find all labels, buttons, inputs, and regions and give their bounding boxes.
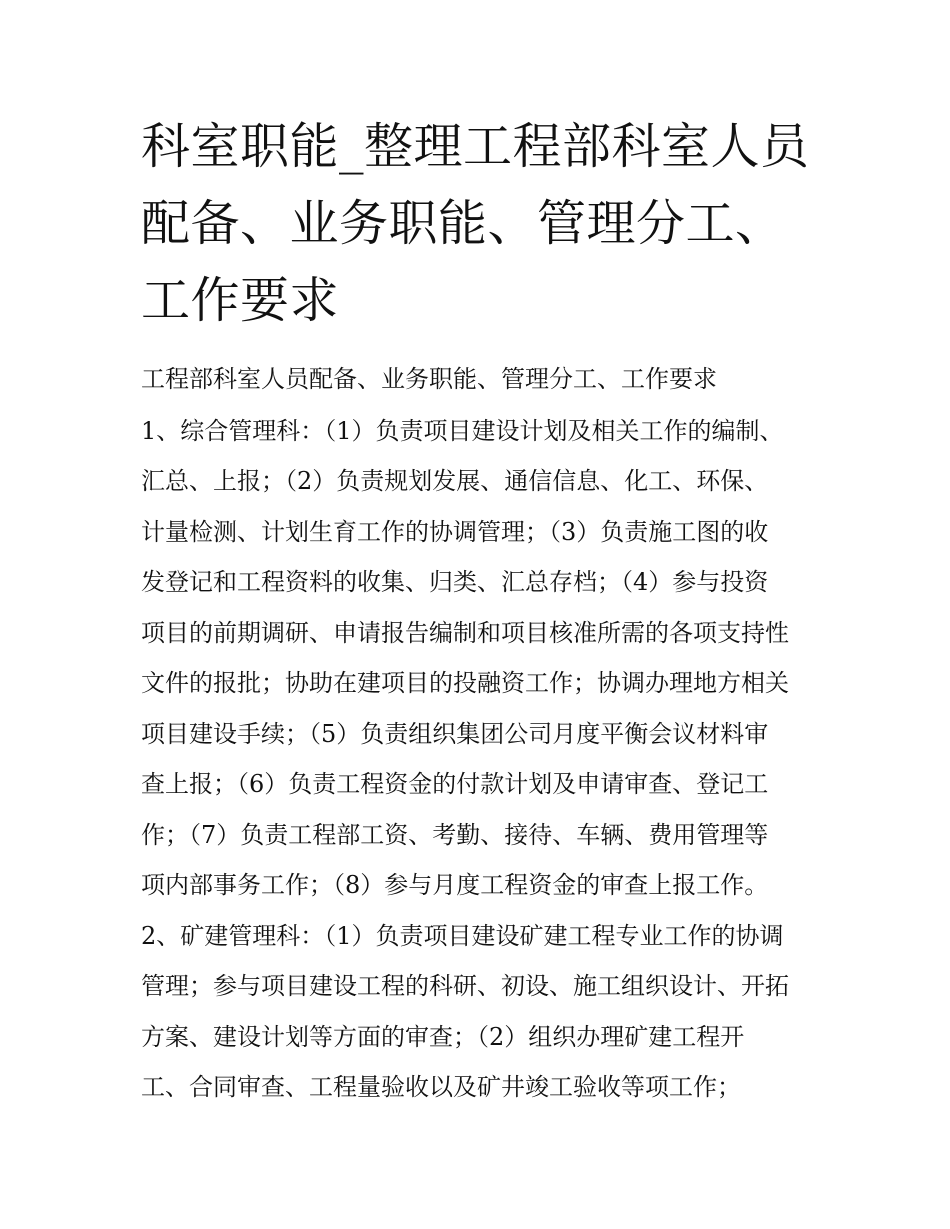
body-line: 方案、建设计划等方面的审查；（2）组织办理矿建工程开: [141, 1023, 745, 1051]
body-line: 项内部事务工作；（8）参与月度工程资金的审查上报工作。: [141, 871, 769, 899]
body-line: 管理；参与项目建设工程的科研、初设、施工组织设计、开拓: [141, 972, 789, 1000]
body-line: 文件的报批；协助在建项目的投融资工作；协调办理地方相关: [141, 669, 789, 697]
body-line: 2、矿建管理科：（1）负责项目建设矿建工程专业工作的协调: [141, 922, 784, 950]
body-line: 发登记和工程资料的收集、归类、汇总存档；（4）参与投资: [141, 568, 769, 596]
document-title-line-2: 配备、业务职能、管理分工、: [141, 195, 785, 252]
body-line: 1、综合管理科：（1）负责项目建设计划及相关工作的编制、: [141, 417, 784, 445]
body-line: 计量检测、计划生育工作的协调管理；（3）负责施工图的收: [141, 518, 769, 546]
body-line: 项目建设手续；（5）负责组织集团公司月度平衡会议材料审: [141, 720, 769, 748]
document-title-line-3: 工作要求: [141, 272, 340, 329]
body-line: 工、合同审查、工程量验收以及矿井竣工验收等项工作；: [141, 1073, 741, 1101]
body-line: 项目的前期调研、申请报告编制和项目核准所需的各项支持性: [141, 619, 789, 647]
document-title-line-1: 科室职能_整理工程部科室人员: [141, 118, 810, 175]
body-line: 查上报；（6）负责工程资金的付款计划及申请审查、登记工: [141, 770, 769, 798]
body-line: 工程部科室人员配备、业务职能、管理分工、工作要求: [141, 365, 717, 393]
body-line: 作；（7）负责工程部工资、考勤、接待、车辆、费用管理等: [141, 821, 769, 849]
body-line: 汇总、上报；（2）负责规划发展、通信信息、化工、环保、: [141, 467, 769, 495]
